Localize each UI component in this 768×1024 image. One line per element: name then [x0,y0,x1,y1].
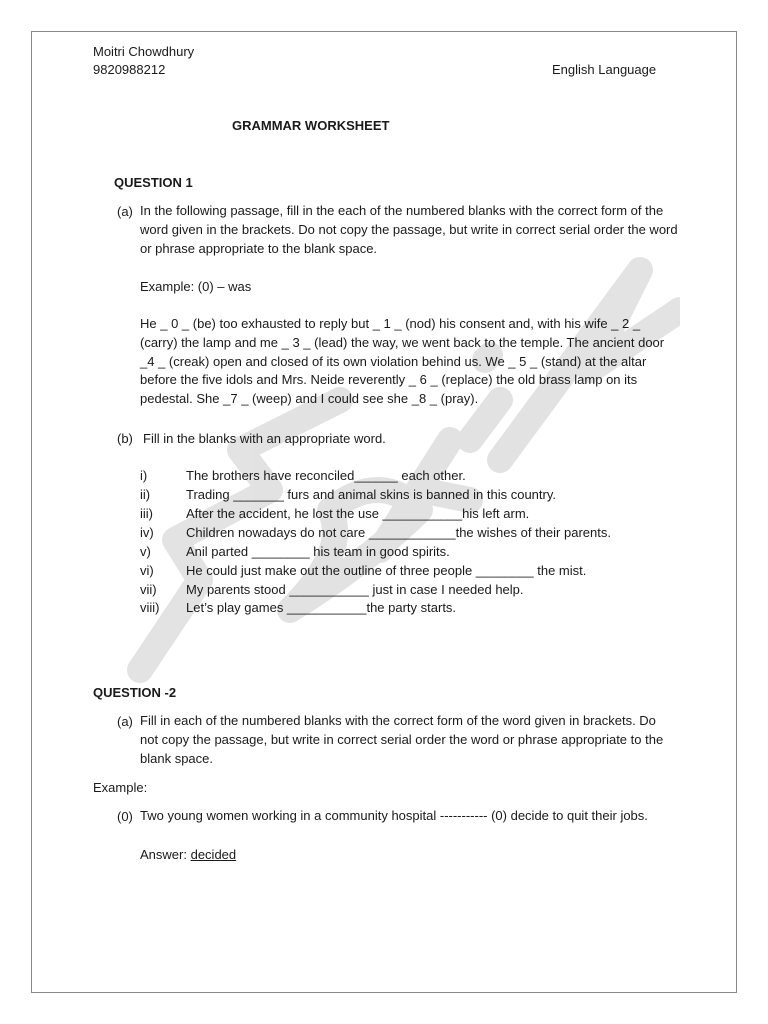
list-item-number: iii) [140,506,153,521]
q1-example: Example: (0) – was [140,279,252,294]
worksheet-title: GRAMMAR WORKSHEET [232,118,390,133]
q1b-label: (b) [117,431,133,446]
answer-label: Answer: [140,847,187,862]
list-item-number: ii) [140,487,151,502]
subject-label: English Language [552,62,657,77]
q1a-instruction: In the following passage, fill in the each of the numbered blanks with the correct form of the word given in the brackets. Do not copy the passage, but write in correct serial order the word or phrase appropriate to the blank space. [140,203,678,256]
list-item-text: Anil parted ________ his team in good spirits. [186,544,450,559]
answer-line [140,845,236,864]
author-phone: 9820988212 [93,62,166,77]
list-item-number: viii) [140,600,160,615]
list-item-number: v) [140,544,151,559]
q1a-label: (a) [117,204,133,219]
q2-example-number: (0) [117,809,133,824]
q2a-label: (a) [117,714,133,729]
list-item-text: Let’s play games ___________the party starts. [186,600,457,615]
list-item-text: He could just make out the outline of three people ________ the mist. [186,563,587,578]
list-item-number: vi) [140,563,154,578]
list-item-text: Children nowadays do not care ____________the wishes of their parents. [186,525,611,540]
q2-example-label: Example: [93,780,148,795]
list-item-number: i) [140,468,148,483]
list-item-text: My parents stood ___________ just in case I needed help. [186,582,524,597]
q2-example-text: Two young women working in a community hospital ----------- (0) decide to quit their jobs. [140,808,648,823]
q1b-instruction: Fill in the blanks with an appropriate word. [143,431,386,446]
author-name: Moitri Chowdhury [93,44,195,59]
list-item-number: vii) [140,582,157,597]
q2a-instruction: Fill in each of the numbered blanks with the correct form of the word given in brackets. Do not copy the passage, but write in correct serial order the word or phrase appropriate to the blank space. [140,713,664,766]
list-item-number: iv) [140,525,154,540]
list-item-text: The brothers have reconciled______ each other. [186,468,466,483]
question-1-heading: QUESTION 1 [114,175,193,190]
list-item-text: Trading _______ furs and animal skins is banned in this country. [186,487,556,502]
q1-passage: He _ 0 _ (be) too exhausted to reply but _ 1 _ (nod) his consent and, with his wife _ 2 _ (carry) the lamp and me _ 3 _ (lead) the way, we went back to the temple. The ancient door _4 _ (creak) open and closed of its own violation behind us. We _ 5 _ (stand) at the altar before the five idols and Mrs. Neide reverently _ 6 _ (replace) the old brass lamp on its pedestal. She _7 _ (weep) and I could see she _8 _ (pray). [140,316,665,407]
question-2-heading: QUESTION -2 [93,685,177,700]
list-item-text: After the accident, he lost the use ___________his left arm. [186,506,530,521]
answer-value: decided [190,847,237,862]
